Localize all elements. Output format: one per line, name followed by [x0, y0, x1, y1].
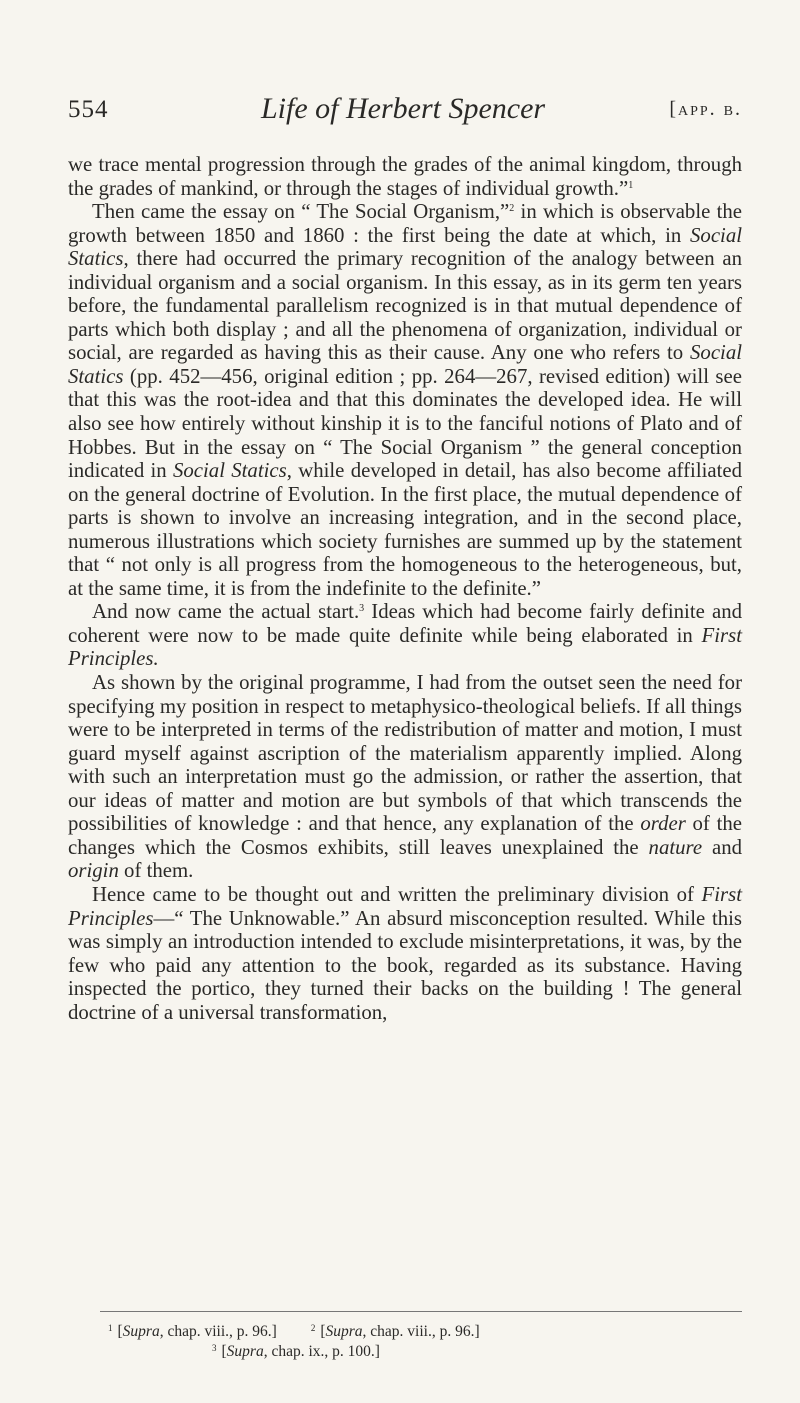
page-number: 554 — [68, 96, 109, 123]
footnote-row — [108, 1342, 742, 1362]
italic-text: nature — [648, 835, 703, 859]
text-run: [ — [320, 1323, 326, 1340]
body-text — [68, 153, 742, 1024]
text-run: of them. — [118, 859, 194, 883]
italic-text: Supra — [122, 1323, 160, 1340]
italic-text: Social Statics — [68, 341, 742, 388]
italic-text: order — [640, 812, 686, 836]
footnote — [311, 1322, 480, 1342]
text-run: As shown by the original programme, I had from the outset seen the need for specifying my position in respect to metaphysico-theological beliefs. If all things were to be interpreted in terms of the redistribution of matter and motion, I must guard myself against ascription of the materialism apparently implied. Along with such an interpretation must go the admission, or rather the assertion, that our ideas of matter and motion are but symbols of that which transcends the possibilities of knowledge : and that hence, any explanation of the — [68, 671, 743, 836]
page-header — [68, 92, 742, 132]
footnotes — [108, 1322, 742, 1362]
text-run: , while developed in detail, has also become affiliated on the general doctrine of Evolution. In the first place, the mutual dependence of parts is shown to involve an increasing integration, and in the second place, numerous illustrations which society furnishes are summed up by the statement that “ not only is all progress from the homogeneous to the heterogeneous, but, at the same time, it is from the indefinite to the definite.” — [68, 459, 743, 600]
text-run: And now came the actual start. — [92, 600, 360, 624]
italic-text: First Principles — [68, 882, 742, 930]
text-run: —“ The Unknowable.” An absurd misconception resulted. While this was simply an introduction intended to exclude misinterpretations, it was, by the few who paid any attention to the book, regarded as its substance. Having inspected the portico, they turned their backs on the building ! The general doctrine of a universal transformation, — [68, 906, 742, 1024]
text-run: , chap. viii., p. 96.] — [362, 1323, 480, 1340]
footnote-ref: 3 — [359, 603, 365, 615]
italic-text: Supra — [226, 1343, 264, 1360]
footnote — [212, 1342, 380, 1362]
footnote-marker: 2 — [310, 1323, 316, 1333]
footnote-marker: 3 — [212, 1343, 217, 1353]
text-run: in which is observable the growth between 1850 and 1860 : the first being the date at which, in — [68, 200, 743, 247]
text-run: [ — [117, 1323, 123, 1340]
paragraph — [68, 671, 742, 883]
footnote — [108, 1322, 277, 1342]
footnote-row — [108, 1322, 742, 1342]
text-run: and — [702, 835, 742, 859]
paragraph — [68, 153, 742, 200]
text-run: we trace mental progression through the grades of the animal kingdom, through the grades of mankind, or through the stages of individual growth.” — [68, 153, 742, 200]
footnote-ref: 1 — [628, 179, 634, 191]
footnote-ref: 2 — [509, 203, 515, 215]
italic-text: Supra — [325, 1323, 363, 1340]
paragraph — [68, 600, 742, 671]
italic-text: First Principles. — [68, 623, 742, 671]
text-run: Ideas which had become fairly definite and coherent were now to be made quite definite while being elaborated in — [68, 600, 742, 647]
text-run: , there had occurred the primary recognition of the analogy between an individual organism and a social organism. In this essay, as in its germ ten years before, the fundamental parallelism recognized is in that mutual dependence of parts which both display ; and all the phenomena of organization, individual or social, are regarded as having this as their cause. Any one who refers to — [68, 247, 742, 365]
text-run: (pp. 452—456, original edition ; pp. 264—267, revised edition) will see that this was the root-idea and that this dominates the developed idea. He will also see how entirely without kinship it is to the fanciful notions of Plato and of Hobbes. But in the essay on “ The Social Organism ” the general conception indicated in — [68, 364, 742, 483]
text-run: Then came the essay on “ The Social Organism,” — [92, 200, 510, 224]
paragraph — [68, 883, 742, 1024]
section-marker: [app. b. — [669, 98, 742, 120]
footnote-marker: 1 — [108, 1323, 113, 1333]
text-run: , chap. ix., p. 100.] — [263, 1343, 380, 1360]
italic-text: Social Statics — [68, 223, 742, 271]
italic-text: Social Statics — [172, 459, 287, 483]
paragraph — [68, 200, 742, 600]
text-run: [ — [221, 1343, 227, 1360]
text-run: of the changes which the Cosmos exhibits, still leaves unexplained the — [68, 812, 742, 859]
text-run: Hence came to be thought out and written the preliminary division of — [92, 882, 702, 906]
text-run: , chap. viii., p. 96.] — [159, 1323, 277, 1340]
footnote-rule — [100, 1311, 742, 1312]
italic-text: origin — [68, 859, 119, 883]
running-title: Life of Herbert Spencer — [261, 92, 546, 125]
